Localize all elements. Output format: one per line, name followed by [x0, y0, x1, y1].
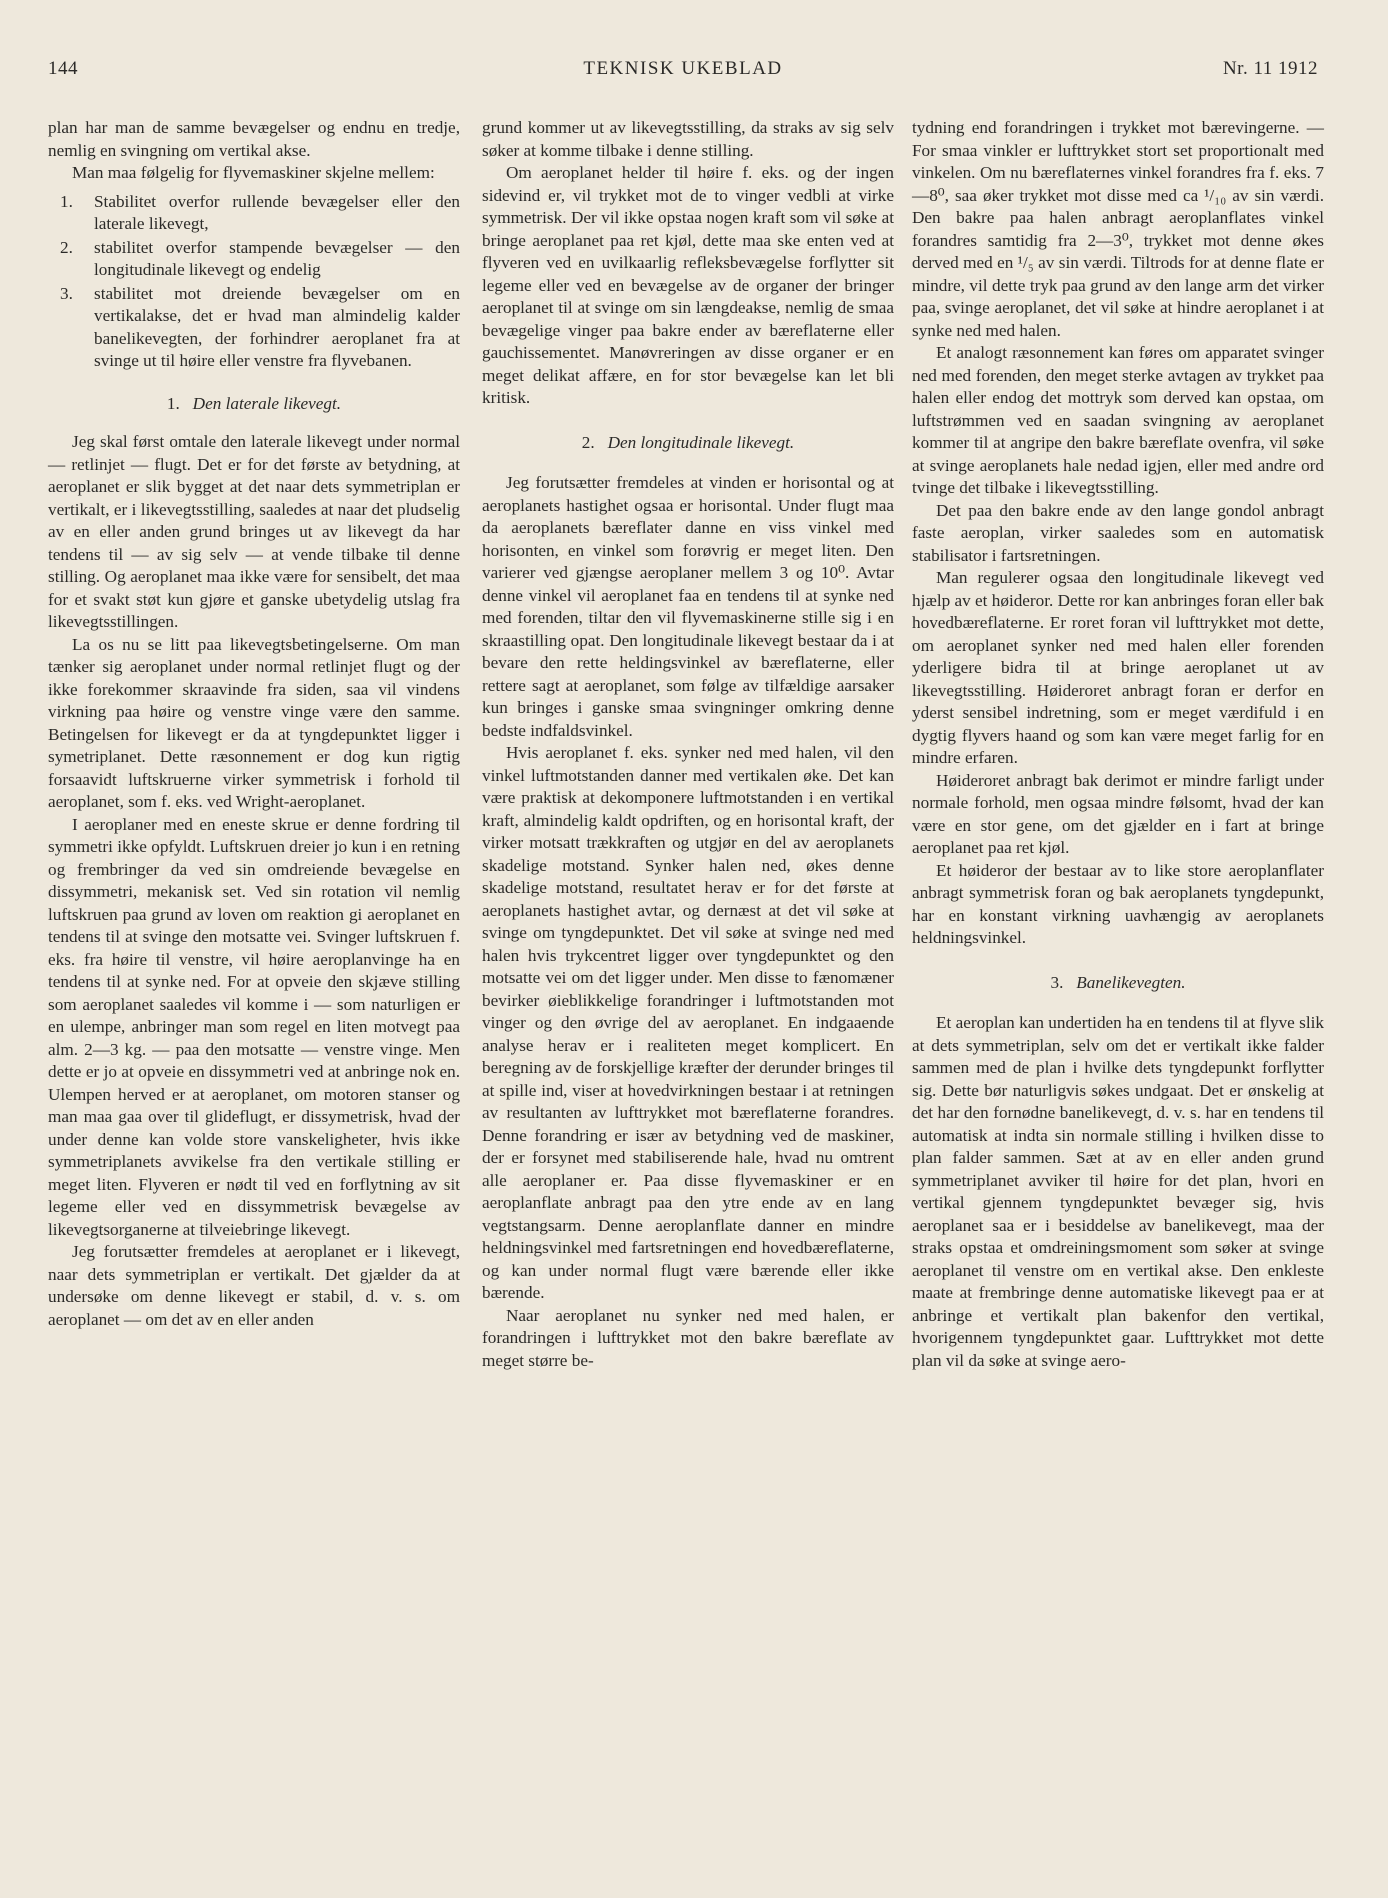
list-item: 2. stabilitet overfor stampende bevægelser — den longitudinale likevegt og endelig	[60, 237, 460, 279]
paragraph: grund kommer ut av likevegtsstilling, da straks av sig selv søker at komme tilbake i denne stilling.	[482, 118, 894, 160]
paragraph: Et aeroplan kan undertiden ha en tendens til at flyve slik at dets symmetriplan, selv om det er vertikalt ikke falder sammen med de plan i hvilke dets tyngdepunkt forflytter sig. Dette bør naturligvis søkes undgaat. Det er ønskelig at det har den fornødne banelikevegt, d. v. s. har en tendens til automatisk at indta sin normale stilling i hvilken disse to plan falder sammen. Sæt at av en eller anden grund symmetriplanet avviker til høire for det plan, hvori en vertikal gjennem tyngdepunktet bevæger sig, hvis aeroplanet saa er i besiddelse av banelikevegt, maa der straks opstaa et omdreiningsmoment som søker at svinge aeroplanet til venstre om en vertikal akse. Den enkleste maate at frembringe denne automatiske likevegt paa er at anbringe et vertikalt plan bakenfor den vertikal, hvorigennem tyngdepunktet gaar. Lufttrykket mot dette plan vil da søke at svinge aero-	[912, 1013, 1324, 1370]
paragraph: Høideroret anbragt bak derimot er mindre farligt under normale forhold, men ogsaa mindre følsomt, hvad der kan være en stor gene, om det gjælder en i fart at bringe aeroplanet paa ret kjøl.	[912, 770, 1324, 857]
paragraph: I aeroplaner med en eneste skrue er denne fordring til symmetri ikke opfyldt. Luftskruen dreier jo kun i en retning og frembringer da ved sin omdreiende bevægelse en dissymmetri, mekanisk set. Ved sin rotation vil nemlig luftskruen paa grund av loven om reaktion gi aeroplanet en tendens til at svinge den motsatte vei. Svinger luftskruen f. eks. fra høire til venstre, vil høire aeroplanvinge ha en tendens til at synke ned. For at opveie den skjæve stilling som aeroplanet saaledes vil komme i — som naturligen er en ulempe, anbringer man som regel en liten motvegt paa alm. 2—3 kg. — paa den motsatte — venstre vinge. Men dette er jo at opveie en dissymmetri ved at anbringe nok en. Ulempen herved er at aeroplanet, om motoren stanser og man maa gaa over til glideflugt, er dissymetrisk, hvad der under denne kan volde store vanskeligheter, hvis ikke symmetriplanets avvikelse fra den vertikale stilling er meget liten. Flyveren er nødt til ved en forflytning av sit legeme eller ved en dissymmetrisk bevægelse av likevegtsorganerne at tilveiebringe likevegt.	[48, 814, 460, 1239]
section-heading: 3. Banelikevegten.	[1050, 972, 1186, 992]
paragraph: Jeg forutsætter fremdeles at vinden er horisontal og at aeroplanets hastighet ogsaa er horisontal. Under flugt maa da aeroplanets bæreflater danne en viss vinkel med horisonten, en vinkel som forøvrig er meget liten. Den varierer ved gjængse aeroplaner mellem 3 og 10⁰. Avtar denne vinkel vil aeroplanet faa en tendens til at synke ned med forenden, tiltar den vil flyvemaskinerne stille sig i en skraastilling opat. Den longitudinale likevegt bestaar da i at bevare den rette heldingsvinkel av bæreflaterne, eller rettere sagt at aeroplanet, som følge av tilfældige aarsaker kun bringes i ganske smaa svingninger omkring denne bedste indfaldsvinkel.	[482, 473, 894, 740]
paragraph: Man regulerer ogsaa den longitudinale likevegt ved hjælp av et høideror. Dette ror kan anbringes foran eller bak hovedbæreflaterne. Er roret foran vil lufttrykket mot dette, om aeroplanet synker ned med halen eller forenden yderligere bidra til at bringe aeroplanet ut av likevegtsstilling. Høideroret anbragt foran er derfor en yderst sensibel indretning, som er meget værdifuld i en dygtig flyvers haand og som kan være meget farlig for en mindre erfaren.	[912, 568, 1324, 767]
page-header	[48, 58, 1318, 88]
column-3	[912, 117, 1324, 1372]
list-item: 3. stabilitet mot dreiende bevægelser om en vertikalakse, det er hvad man almindelig kalder banelikevegten, der forhindrer aeroplanet fra at svinge ut til høire eller venstre fra flyvebanen.	[60, 283, 460, 370]
column-1	[48, 117, 460, 1331]
stability-list	[48, 191, 460, 373]
list-item: 1. Stabilitet overfor rullende bevægelser eller den laterale likevegt,	[60, 191, 460, 233]
section-heading: 1. Den laterale likevegt.	[166, 393, 342, 413]
paragraph: tydning end forandringen i trykket mot bærevingerne. — For smaa vinkler er lufttrykket stort set proportionalt med vinkelen. Om nu bæreflaternes vinkel forandres fra f. eks. 7—8⁰, saa øker trykket mot disse med ca ¹/₁₀ av sin værdi. Den bakre paa halen anbragt aeroplanflates vinkel forandres samtidig fra 2—3⁰, trykket mot denne økes derved med en ¹/₅ av sin værdi. Tiltrods for at denne flate er mindre, vil dette tryk paa grund av den lange arm det virker paa, svinge aeroplanet, det vil søke at hindre aeroplanet i at synke ned med halen.	[912, 118, 1324, 340]
page-number: 144	[48, 58, 78, 79]
paragraph: Man maa følgelig for flyvemaskiner skjelne mellem:	[72, 163, 435, 182]
paragraph: Det paa den bakre ende av den lange gondol anbragt faste aeroplan, virker saaledes som en automatisk stabilisator i fartsretningen.	[912, 500, 1324, 565]
paragraph: La os nu se litt paa likevegtsbetingelserne. Om man tænker sig aeroplanet under normal retlinjet flugt og der ikke forekommer skraavinde fra siden, saa vil vindens virkning paa høire og venstre vinge være den samme. Betingelsen for likevegt er da at tyngdepunktet ligger i symetriplanet. Dette ræsonnement er dog kun rigtig forsaavidt luftskruerne virker symmetrisk i forhold til aeroplanet, som f. eks. ved Wright-aeroplanet.	[48, 634, 460, 811]
paragraph: Naar aeroplanet nu synker ned med halen, er forandringen i lufttrykket mot den bakre bæreflate av meget større be-	[482, 1305, 894, 1370]
paragraph: Om aeroplanet helder til høire f. eks. og der ingen sidevind er, vil trykket mot de to vinger vedbli at virke symmetrisk. Der vil ikke opstaa nogen kraft som vil søke at bringe aeroplanet paa ret kjøl, dette maa ske enten ved at flyveren ved en uvilkaarlig refleksbevægelse forflytter sit legeme eller ved en bevægelse av de organer der bringer aeroplanet til at svinge om sin længdeakse, nemlig de smaa bevægelige vinger paa bakre ender av bæreflaterne eller gauchissementet. Manøvreringen av disse organer er en meget delikat affære, en for stor bevægelse kan let bli kritisk.	[482, 163, 894, 407]
paragraph: Jeg skal først omtale den laterale likevegt under normal — retlinjet — flugt. Det er for det første av betydning, at aeroplanet er slik bygget at det naar dets symmetriplan er vertikalt, er i likevegtsstilling, saaledes at naar det pludselig av en eller anden grund bringes ut av likevegt da har tendens til — av sig selv — at vende tilbake til denne stilling. Og aeroplanet maa ikke være for sensibelt, det maa for et svakt støt kun gjøre et ganske ubetydelig utslag fra likevegtsstillingen.	[48, 432, 460, 631]
paragraph: Et høideror der bestaar av to like store aeroplanflater anbragt symmetrisk foran og bak aeroplanets tyngdepunkt, har en konstant virkning uavhængig av aeroplanets heldningsvinkel.	[912, 860, 1324, 947]
journal-title: TEKNISK UKEBLAD	[583, 58, 783, 79]
paragraph: Hvis aeroplanet f. eks. synker ned med halen, vil den vinkel luftmotstanden danner med vertikalen øke. Det kan være praktisk at dekomponere luftmotstanden i en vertikal kraft, almindelig kaldt opdriften, og en horisontal kraft, der virker motsatt trækkraften og utgjør en del av aeroplanets skadelige motstand. Synker halen ned, økes denne skadelige motstand, resultatet herav er for det første at aeroplanets hastighet avtar, og dernæst at det vil søke at svinge om tyngdepunktet. Det vil søke at svinge ned med halen hvis trykcentret ligger over tyngdepunktet og den motsatte vei om det ligger under. Men disse to fænomæner bevirker øieblikkelige forandringer i luftmotstanden mot vinger og den øvrige del av aeroplanet. En indgaaende analyse herav er i realiteten meget komplicert. En beregning av de forskjellige kræfter der derunder bringes til at spille ind, viser at hovedvirkningen bestaar i at retningen av resultanten av lufttrykket mot bæreflaterne forandres. Denne forandring er især av betydning ved de maskiner, der er forsynet med stabiliserende hale, hvad nu omtrent alle aeroplaner er. Paa disse flyvemaskiner er en aeroplanflate anbragt paa den ytre ende av en lang vegtstangsarm. Denne aeroplanflate danner en mindre heldningsvinkel med fartsretningen end hovedbæreflaterne, og kan under normal flugt være bærende eller ikke bærende.	[482, 743, 894, 1302]
section-heading: 2. Den longitudinale likevegt.	[581, 432, 795, 452]
column-2	[482, 117, 894, 1372]
paragraph: Jeg forutsætter fremdeles at aeroplanet er i likevegt, naar dets symmetriplan er vertikalt. Det gjælder da at undersøke om denne likevegt er stabil, d. v. s. om aeroplanet — om det av en eller anden	[48, 1242, 460, 1329]
paragraph: plan har man de samme bevægelser og endnu en tredje, nemlig en svingning om vertikal akse.	[48, 118, 460, 160]
issue-number: Nr. 11 1912	[1222, 58, 1318, 79]
paragraph: Et analogt ræsonnement kan føres om apparatet svinger ned med forenden, den meget sterke avtagen av trykket paa halen eller endog det mottryk som derved kan opstaa, om luftstrømmen ved en saadan svingning av aeroplanet kommer til at angripe den bakre bæreflate ovenfra, vil søke at svinge aeroplanets hale nedad igjen, eller med andre ord tvinge det tilbake i likevegtsstilling.	[912, 343, 1324, 497]
